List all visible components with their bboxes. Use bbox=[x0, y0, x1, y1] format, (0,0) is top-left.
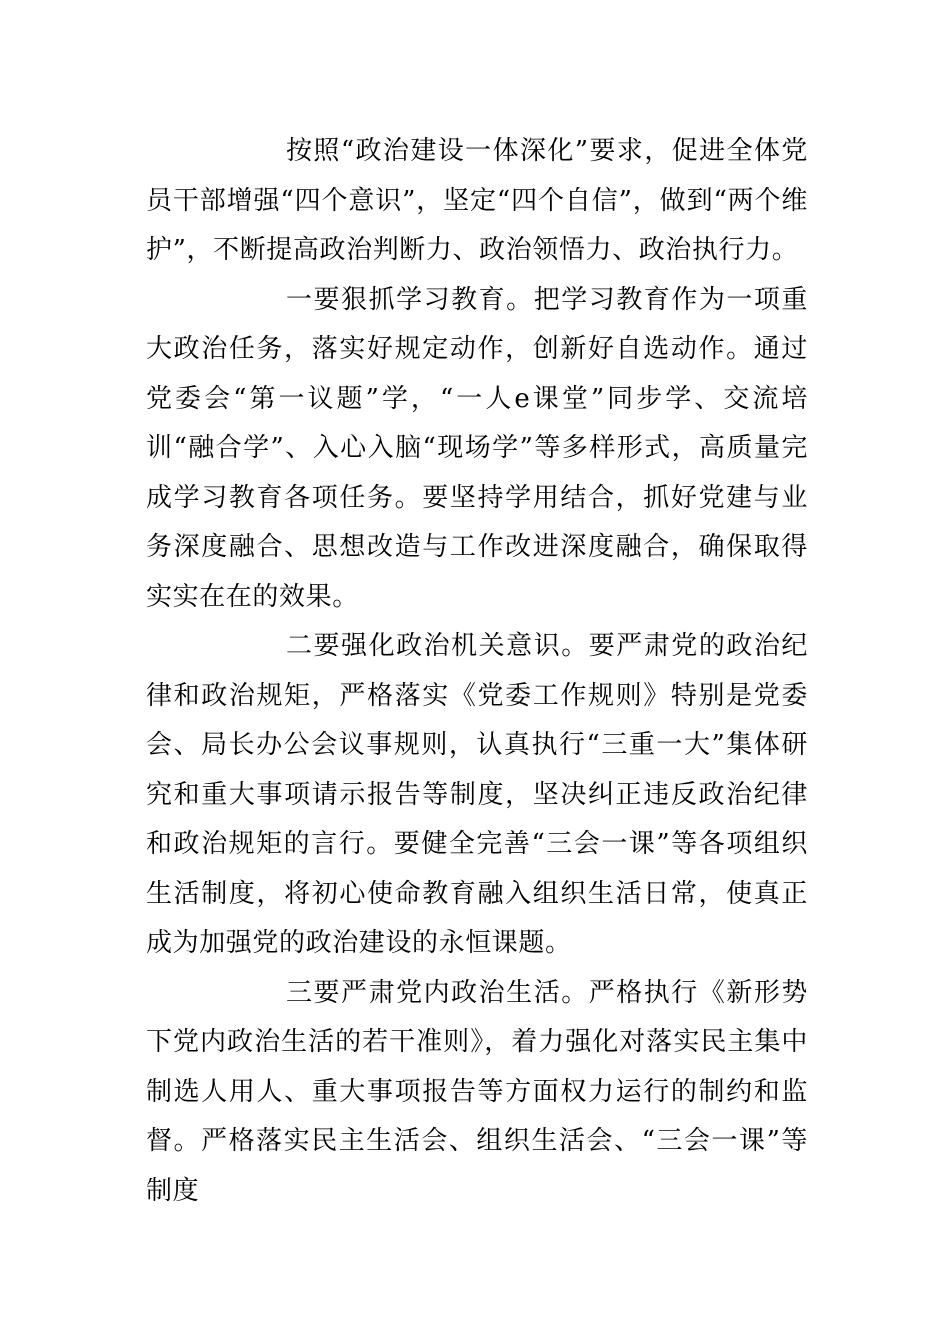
paragraph-study-education: 一要狠抓学习教育。把学习教育作为一项重大政治任务，落实好规定动作，创新好自选动作。通过党委会“第一议题”学，“一人e课堂”同步学、交流培训“融合学”、入心入脑“现场学”等多样形式，高质量完成学习教育各项任务。要坚持学用结合，抓好党建与业务深度融合、思想改造与工作改进深度融合，确保取得实实在在的效果。 bbox=[146, 284, 808, 612]
paragraph-political-organ-awareness: 二要强化政治机关意识。要严肃党的政治纪律和政治规矩，严格落实《党委工作规则》特别是党委会、局长办公会议事规则，认真执行“三重一大”集体研究和重大事项请示报告等制度，坚决纠正违反政治纪律和政治规矩的言行。要健全完善“三会一课”等各项组织生活制度，将初心使命教育融入组织生活日常，使真正成为加强党的政治建设的永恒课题。 bbox=[146, 631, 808, 958]
document-body bbox=[146, 127, 808, 1216]
paragraph-political-building: 按照“政治建设一体深化”要求，促进全体党员干部增强“四个意识”，坚定“四个自信”，做到“两个维护”，不断提高政治判断力、政治领悟力、政治执行力。 bbox=[146, 136, 808, 265]
paragraph-party-political-life: 三要严肃党内政治生活。严格执行《新形势下党内政治生活的若干准则》，着力强化对落实民主集中制选人用人、重大事项报告等方面权力运行的制约和监督。严格落实民主生活会、组织生活会、“三会一课”等制度 bbox=[146, 977, 808, 1206]
